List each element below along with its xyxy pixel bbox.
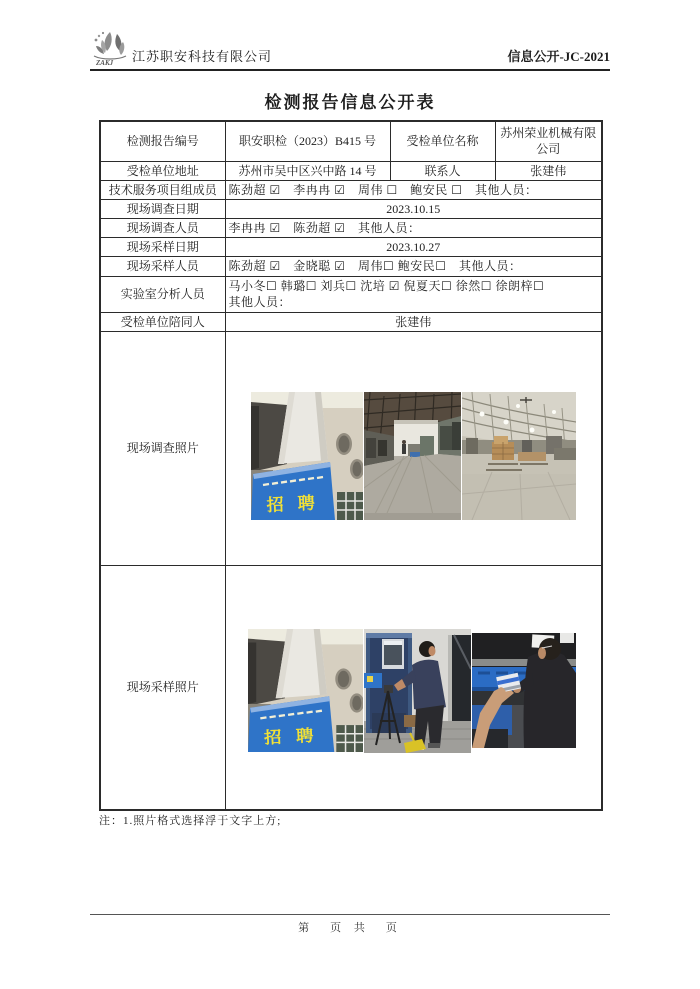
client-address-value: 苏州市吴中区兴中路 14 号 [225, 161, 390, 180]
table-row-survey-photos [100, 331, 602, 565]
sign-text: 招聘 [263, 725, 328, 748]
table-row [100, 238, 602, 257]
company-logo-icon [90, 28, 130, 68]
lab-staff-label: 实验室分析人员 [100, 276, 225, 312]
client-address-label: 受检单位地址 [100, 161, 225, 180]
page-title: 检测报告信息公开表 [264, 93, 436, 112]
survey-photos-cell [225, 331, 602, 565]
footer-page-text: 第 页 共 页 [298, 922, 402, 934]
lab-staff-checkboxes [225, 276, 602, 312]
lab-staff-line1: 马小冬☐ 韩璐☐ 刘兵☐ 沈培 ☑ 倪夏天☐ 徐然☐ 徐朗梓☐ [228, 278, 545, 293]
header-divider [90, 69, 610, 71]
photo-sampling-operator [364, 629, 471, 753]
sampling-date-label: 现场采样日期 [100, 238, 225, 257]
footer-divider [90, 914, 610, 915]
survey-staff-checkboxes: 李冉冉 ☑ 陈劲超 ☑ 其他人员： [225, 219, 602, 238]
escort-label: 受检单位陪同人 [100, 312, 225, 331]
sampling-photo-strip [248, 629, 599, 753]
survey-photo-strip [251, 392, 599, 520]
contact-value: 张建伟 [495, 161, 602, 180]
doc-code: 信息公开-JC-2021 [507, 49, 610, 64]
page-header [90, 26, 610, 68]
table-row [100, 161, 602, 180]
table-row [100, 199, 602, 218]
report-table [99, 120, 603, 811]
photo-sampling-closeup [472, 633, 576, 748]
table-row [100, 312, 602, 331]
survey-photos-label: 现场调查照片 [100, 331, 225, 565]
client-name-label: 受检单位名称 [390, 121, 495, 161]
table-row [100, 180, 602, 199]
company-name: 江苏职安科技有限公司 [132, 49, 273, 64]
note-text: 注：1.照片格式选择浮于文字上方; [99, 815, 282, 827]
photo-survey-warehouse [462, 392, 576, 520]
report-no-label: 检测报告编号 [100, 121, 225, 161]
tech-team-checkboxes: 陈劲超 ☑ 李冉冉 ☑ 周伟 ☐ 鲍安民 ☐ 其他人员： [225, 180, 602, 199]
survey-staff-label: 现场调查人员 [100, 219, 225, 238]
sampling-staff-checkboxes: 陈劲超 ☑ 金晓聪 ☑ 周伟☐ 鲍安民☐ 其他人员： [225, 257, 602, 276]
table-row [100, 276, 602, 312]
table-row [100, 257, 602, 276]
sampling-photos-label: 现场采样照片 [100, 565, 225, 810]
logo-text: ZAKJ [96, 59, 114, 67]
table-row [100, 219, 602, 238]
sampling-photos-cell [225, 565, 602, 810]
table-row-sampling-photos [100, 565, 602, 810]
table-row [100, 121, 602, 161]
survey-date-label: 现场调查日期 [100, 199, 225, 218]
header-brand [90, 28, 272, 68]
photo-survey-sign [251, 392, 363, 520]
sampling-date-value: 2023.10.27 [225, 238, 602, 257]
lab-staff-line2: 其他人员： [228, 295, 292, 310]
photo-survey-workshop [364, 392, 461, 520]
photo-sampling-sign [248, 629, 363, 752]
sampling-staff-label: 现场采样人员 [100, 257, 225, 276]
report-no-value: 职安职检（2023）B415 号 [225, 121, 390, 161]
contact-label: 联系人 [390, 161, 495, 180]
tech-team-label: 技术服务项目组成员 [100, 180, 225, 199]
survey-date-value: 2023.10.15 [225, 199, 602, 218]
sign-text: 招聘 [265, 492, 329, 515]
client-name-value: 苏州荣业机械有限公司 [495, 121, 602, 161]
escort-value: 张建伟 [225, 312, 602, 331]
